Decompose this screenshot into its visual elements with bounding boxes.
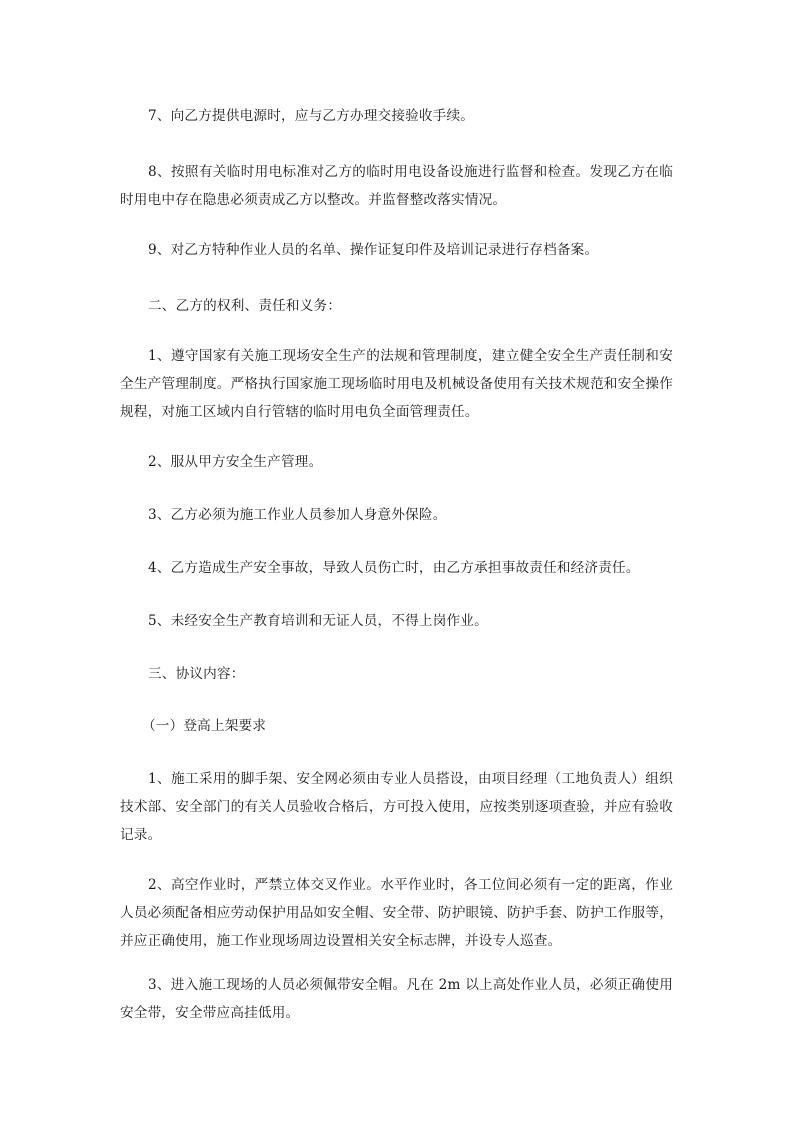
paragraph-item-9: 9、对乙方特种作业人员的名单、操作证复印件及培训记录进行存档备案。 [148, 242, 599, 258]
paragraph-item-8: 8、按照有关临时用电标准对乙方的临时用电设备设施进行监督和检查。发现乙方在临时用电中存在隐患必须责成乙方以整改。并监督整改落实情况。 [120, 164, 673, 208]
paragraph-party-b-5: 5、未经安全生产教育培训和无证人员，不得上岗作业。 [148, 613, 488, 629]
section-heading-party-b: 二、乙方的权利、责任和义务： [148, 298, 342, 314]
paragraph-party-b-4: 4、乙方造成生产安全事故，导致人员伤亡时，由乙方承担事故责任和经济责任。 [148, 560, 640, 576]
paragraph-climbing-1: 1、施工采用的脚手架、安全网必须由专业人员搭设，由项目经理（工地负责人）组织技术部、安全部门的有关人员验收合格后，方可投入使用，应按类别逐项查验，并应有验收记录。 [120, 771, 673, 843]
paragraph-party-b-1: 1、遵守国家有关施工现场安全生产的法规和管理制度，建立健全安全生产责任制和安全生产管理制度。严格执行国家施工现场临时用电及机械设备使用有关技术规范和安全操作规程，对施工区域内自行管辖的临时用电负全面管理责任。 [120, 348, 673, 420]
paragraph-climbing-2: 2、高空作业时，严禁立体交叉作业。水平作业时，各工位间必须有一定的距离，作业人员必须配备相应劳动保护用品如安全帽、安全带、防护眼镜、防护手套、防护工作服等，并应正确使用，施工作业现场周边设置相关安全标志牌，并设专人巡查。 [120, 877, 673, 949]
subsection-heading-climbing: （一）登高上架要求 [142, 718, 267, 734]
section-heading-agreement: 三、协议内容： [148, 666, 245, 682]
paragraph-party-b-3: 3、乙方必须为施工作业人员参加人身意外保险。 [148, 507, 447, 523]
paragraph-party-b-2: 2、服从甲方安全生产管理。 [148, 454, 323, 470]
paragraph-item-7: 7、向乙方提供电源时，应与乙方办理交接验收手续。 [148, 108, 475, 124]
paragraph-climbing-3: 3、进入施工现场的人员必须佩带安全帽。凡在 2m 以上高处作业人员，必须正确使用安全带，安全带应高挂低用。 [120, 977, 673, 1021]
